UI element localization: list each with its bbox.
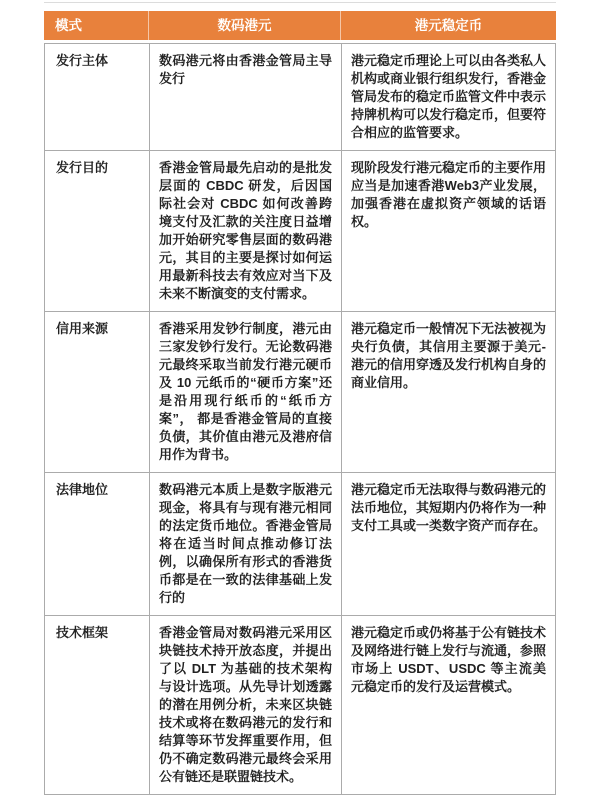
cell-digital-hkd: 数码港元本质上是数字版港元现金，将具有与现有港元相同的法定货币地位。香港金管局将在适当时间点推动修订法例，以确保所有形式的香港货币都是在一致的法律基础上发行的	[149, 473, 341, 615]
table-row-issuer	[45, 44, 555, 150]
top-divider	[44, 2, 556, 3]
cell-digital-hkd: 数码港元将由香港金管局主导发行	[149, 44, 341, 150]
table-row-tech-framework	[45, 615, 555, 794]
table-row-legal-status	[45, 472, 555, 615]
row-label: 发行目的	[56, 160, 109, 175]
cell-digital-hkd: 香港金管局对数码港元采用区块链技术持开放态度，并提出了以 DLT 为基础的技术架构与设计选项。从先导计划透露的潜在用例分析，未来区块链技术或将在数码港元的发行和结算等环节发挥重要作用，但仍不确定数码港元最终会采用公有链还是联盟链技术。	[149, 616, 341, 794]
table-body	[44, 43, 556, 795]
cell-hkd-stablecoin: 港元稳定币或仍将基于公有链技术及网络进行链上发行与流通，参照市场上 USDT、USDC 等主流美元稳定币的发行及运营模式。	[341, 616, 555, 794]
cell-hkd-stablecoin: 港元稳定币无法取得与数码港元的法币地位，其短期内仍将作为一种支付工具或一类数字资产而存在。	[341, 473, 555, 615]
cell-digital-hkd: 香港金管局最先启动的是批发层面的 CBDC 研发，后因国际社会对 CBDC 如何改善跨境支付及汇款的关注度日益增加开始研究零售层面的数码港元，其目的主要是探讨如何运用最新科技去有效应对当下及未来不断演变的支付需求。	[149, 151, 341, 311]
table-row-purpose	[45, 150, 555, 311]
cell-hkd-stablecoin: 港元稳定币一般情况下无法被视为央行负债，其信用主要源于美元-港元的信用穿透及发行机构自身的商业信用。	[341, 312, 555, 472]
header-cell-digital-hkd: 数码港元	[148, 11, 340, 40]
row-label: 发行主体	[56, 53, 109, 68]
table-row-credit-source	[45, 311, 555, 472]
cell-digital-hkd: 香港采用发钞行制度，港元由三家发钞行发行。无论数码港元最终采取当前发行港元硬币及 10 元纸币的“硬币方案”还是沿用现行纸币的“纸币方案”， 都是香港金管局的直接负债，其价值由港元及港府信用作为背书。	[149, 312, 341, 472]
cell-hkd-stablecoin: 港元稳定币理论上可以由各类私人机构或商业银行组织发行，香港金管局发布的稳定币监管文件中表示持牌机构可以发行稳定币，但要符合相应的监管要求。	[341, 44, 555, 150]
row-label: 法律地位	[56, 482, 109, 497]
row-label: 技术框架	[56, 625, 109, 640]
cell-hkd-stablecoin: 现阶段发行港元稳定币的主要作用应当是加速香港Web3产业发展，加强香港在虚拟资产领域的话语权。	[341, 151, 555, 311]
table-header-row	[44, 11, 556, 40]
header-cell-hkd-stablecoin: 港元稳定币	[340, 11, 556, 40]
header-cell-mode: 模式	[55, 18, 82, 33]
comparison-table	[44, 11, 556, 795]
row-label: 信用来源	[56, 321, 109, 336]
